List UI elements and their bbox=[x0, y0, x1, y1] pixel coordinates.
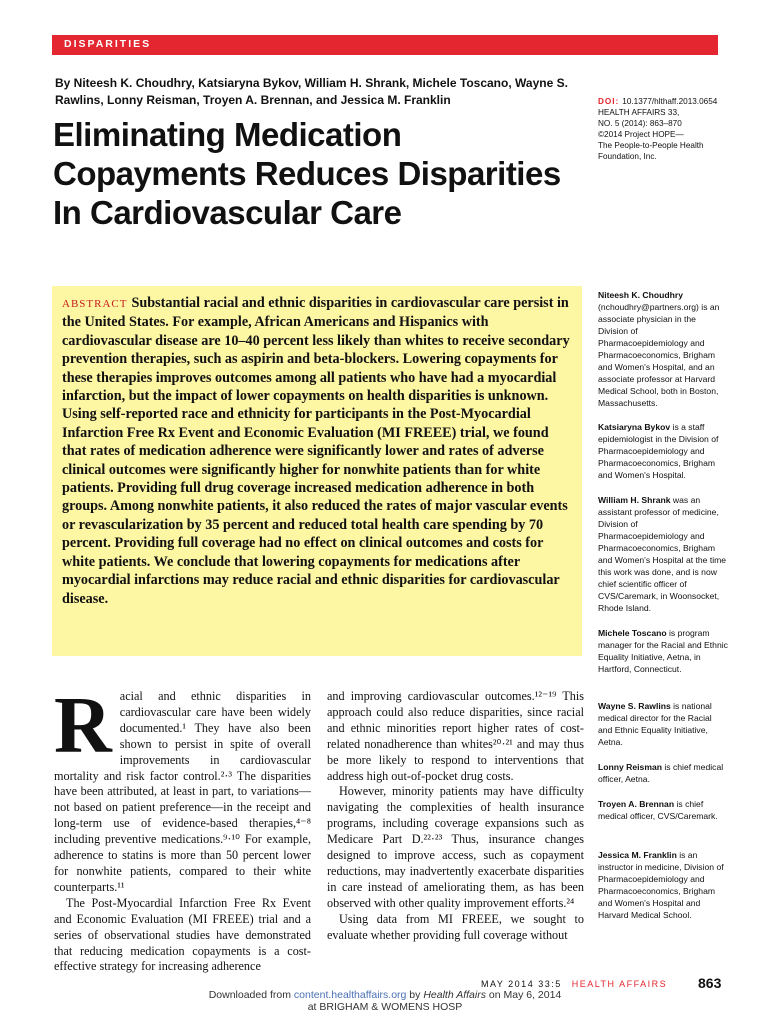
body-paragraph: However, minority patients may have difficulty navigating the complexities of health insurance programs, including coverage expansions such as Medicare Part D.²²·²³ Thus, insurance changes designed to improve access, such as copayment reductions, may inadvertently exacerbate disparities in care instead of ameliorating them, as has been observed with other quality improvement efforts.²⁴ bbox=[327, 784, 584, 910]
doi-journal: HEALTH AFFAIRS 33, bbox=[598, 108, 680, 117]
bio-name: Lonny Reisman bbox=[598, 762, 662, 772]
author-bio bbox=[598, 798, 728, 822]
body-paragraph bbox=[54, 682, 311, 896]
body-text: acial and ethnic disparities in cardiovascular care have been widely documented.¹ They have also been shown to persist in spite of overall improvements in cardiovascular mortality and risk factor control.²·³ The disparities have been attributed, at least in part, to variations—not based on patient preference—in the receipt and long-term use of evidence-based therapies,⁴⁻⁸ including preventive medications.⁹·¹⁰ For example, adherence to statins is more than 50 percent lower for nonwhite patients, compared to their white counterparts.¹¹ bbox=[54, 689, 311, 894]
doi-issue: NO. 5 (2014): 863–870 bbox=[598, 119, 682, 128]
page-footer bbox=[481, 979, 667, 989]
bio-name: Niteesh K. Choudhry bbox=[598, 290, 683, 300]
author-bio bbox=[598, 700, 728, 748]
download-by: by bbox=[406, 989, 424, 1001]
author-bio bbox=[598, 421, 728, 481]
body-column-1 bbox=[54, 682, 311, 975]
article-title: Eliminating Medication Copayments Reduces Disparities In Cardiovascular Care bbox=[53, 116, 561, 231]
bio-text: is chief medical officer, CVS/Caremark. bbox=[598, 799, 718, 821]
author-bio bbox=[598, 494, 728, 614]
bio-text: was an assistant professor of medicine, Division of Pharmacoepidemiology and Pharmacoeconomics, Brigham and Women's Hospital at the time this work was done, and is now chief scientific officer of CVS/Caremark, in Woonsocket, Rhode Island. bbox=[598, 495, 727, 613]
author-bio bbox=[598, 289, 728, 409]
bio-text: is national medical director for the Racial and Ethnic Equality Initiative, Aetna. bbox=[598, 701, 712, 747]
body-paragraph: and improving cardiovascular outcomes.¹²⁻¹⁹ This approach could also reduce disparities, since racial and ethnic minorities report higher rates of cost-related nonadherence than whites²⁰·²¹ and may thus be more likely to respond to interventions that address high out-of-pocket drug costs. bbox=[327, 689, 584, 783]
author-list: By Niteesh K. Choudhry, Katsiaryna Bykov, William H. Shrank, Michele Toscano, Wayne S. Rawlins, Lonny Reisman, Troyen A. Brennan, and Jessica M. Franklin bbox=[55, 76, 568, 107]
bio-name: Wayne S. Rawlins bbox=[598, 701, 671, 711]
page-number: 863 bbox=[698, 975, 722, 991]
download-link[interactable]: content.healthaffairs.org bbox=[293, 989, 407, 1001]
download-notice bbox=[0, 989, 770, 1013]
body-column-2 bbox=[327, 689, 584, 944]
body-paragraph: The Post-Myocardial Infarction Free Rx Event and Economic Evaluation (MI FREEE) trial and a series of observational studies have demonstrated that reducing medication copayments is a cost-effective strategy for increasing adherence bbox=[54, 895, 311, 974]
download-prefix: Downloaded from bbox=[208, 989, 294, 1001]
drop-cap: R bbox=[54, 682, 112, 770]
bio-name: William H. Shrank bbox=[598, 495, 671, 505]
bio-text: (nchoudhry@partners.org) is an associate physician in the Division of Pharmacoepidemiology and Pharmacoeconomics, Brigham and Women's Hospital, and an associate professor at Harvard Medical School, both in Boston, Massachusetts. bbox=[598, 302, 720, 408]
bio-name: Katsiaryna Bykov bbox=[598, 422, 671, 432]
bio-text: is an instructor in medicine, Division of Pharmacoepidemiology and Pharmacoeconomics, Brigham and Women's Hospital and Harvard Medical School. bbox=[598, 850, 724, 920]
author-bio bbox=[598, 849, 728, 921]
footer-journal: HEALTH AFFAIRS bbox=[571, 979, 668, 989]
doi-label: DOI: bbox=[598, 97, 620, 106]
doi-publisher: The People-to-People Health Foundation, Inc. bbox=[598, 141, 704, 161]
download-date: on May 6, 2014 bbox=[485, 989, 562, 1001]
bio-text: is a staff epidemiologist in the Division of Pharmacoepidemiology and Pharmacoeconomics, Brigham and Women's Hospital. bbox=[598, 422, 719, 480]
abstract-box bbox=[52, 286, 582, 656]
abstract-label: ABSTRACT bbox=[62, 298, 128, 310]
abstract-text: Substantial racial and ethnic disparities in cardiovascular care persist in the United States. For example, African Americans and Hispanics with cardiovascular disease are 10–40 percent less likely than whites to receive secondary prevention therapies, such as aspirin and beta-blockers. Lowering copayments for these therapies improves outcomes among all patients who have had a myocardial infarction, but the impact of lower copayments on health disparities is unknown. Using self-reported race and ethnicity for participants in the Post-Myocardial Infarction Free Rx Event and Economic Evaluation (MI FREEE) trial, we found that rates of medication adherence were significantly lower and rates of adverse clinical outcomes were significantly higher for nonwhite patients than for white patients. Providing full drug coverage increased medication adherence in both groups. Among nonwhite patients, it also reduced the rates of major vascular events or revascularization by 35 percent and reduced total health care spending by 70 percent. Providing full coverage had no effect on clinical outcomes and costs for white patients. We conclude that lowering copayments for medications after myocardial infarctions may reduce racial and ethnic disparities for cardiovascular disease. bbox=[62, 295, 570, 607]
bio-name: Michele Toscano bbox=[598, 628, 667, 638]
bio-name: Jessica M. Franklin bbox=[598, 850, 677, 860]
download-institution: at BRIGHAM & WOMENS HOSP bbox=[307, 1001, 463, 1013]
author-bio bbox=[598, 761, 728, 785]
footer-issue: MAY 2014 33:5 bbox=[481, 979, 562, 989]
doi-value: 10.1377/hlthaff.2013.0654 bbox=[622, 97, 718, 106]
download-journal: Health Affairs bbox=[423, 989, 486, 1001]
author-bio bbox=[598, 627, 728, 675]
bio-text: is chief medical officer, Aetna. bbox=[598, 762, 724, 784]
body-paragraph: Using data from MI FREEE, we sought to evaluate whether providing full coverage without bbox=[327, 911, 584, 942]
doi-block bbox=[598, 96, 738, 162]
doi-copyright: ©2014 Project HOPE— bbox=[598, 130, 684, 139]
section-label: DISPARITIES bbox=[64, 38, 152, 50]
abstract-paragraph bbox=[62, 294, 574, 608]
section-banner bbox=[52, 35, 718, 55]
bio-name: Troyen A. Brennan bbox=[598, 799, 675, 809]
bio-text: is program manager for the Racial and Ethnic Equality Initiative, Aetna, in Hartford, Connecticut. bbox=[598, 628, 728, 674]
